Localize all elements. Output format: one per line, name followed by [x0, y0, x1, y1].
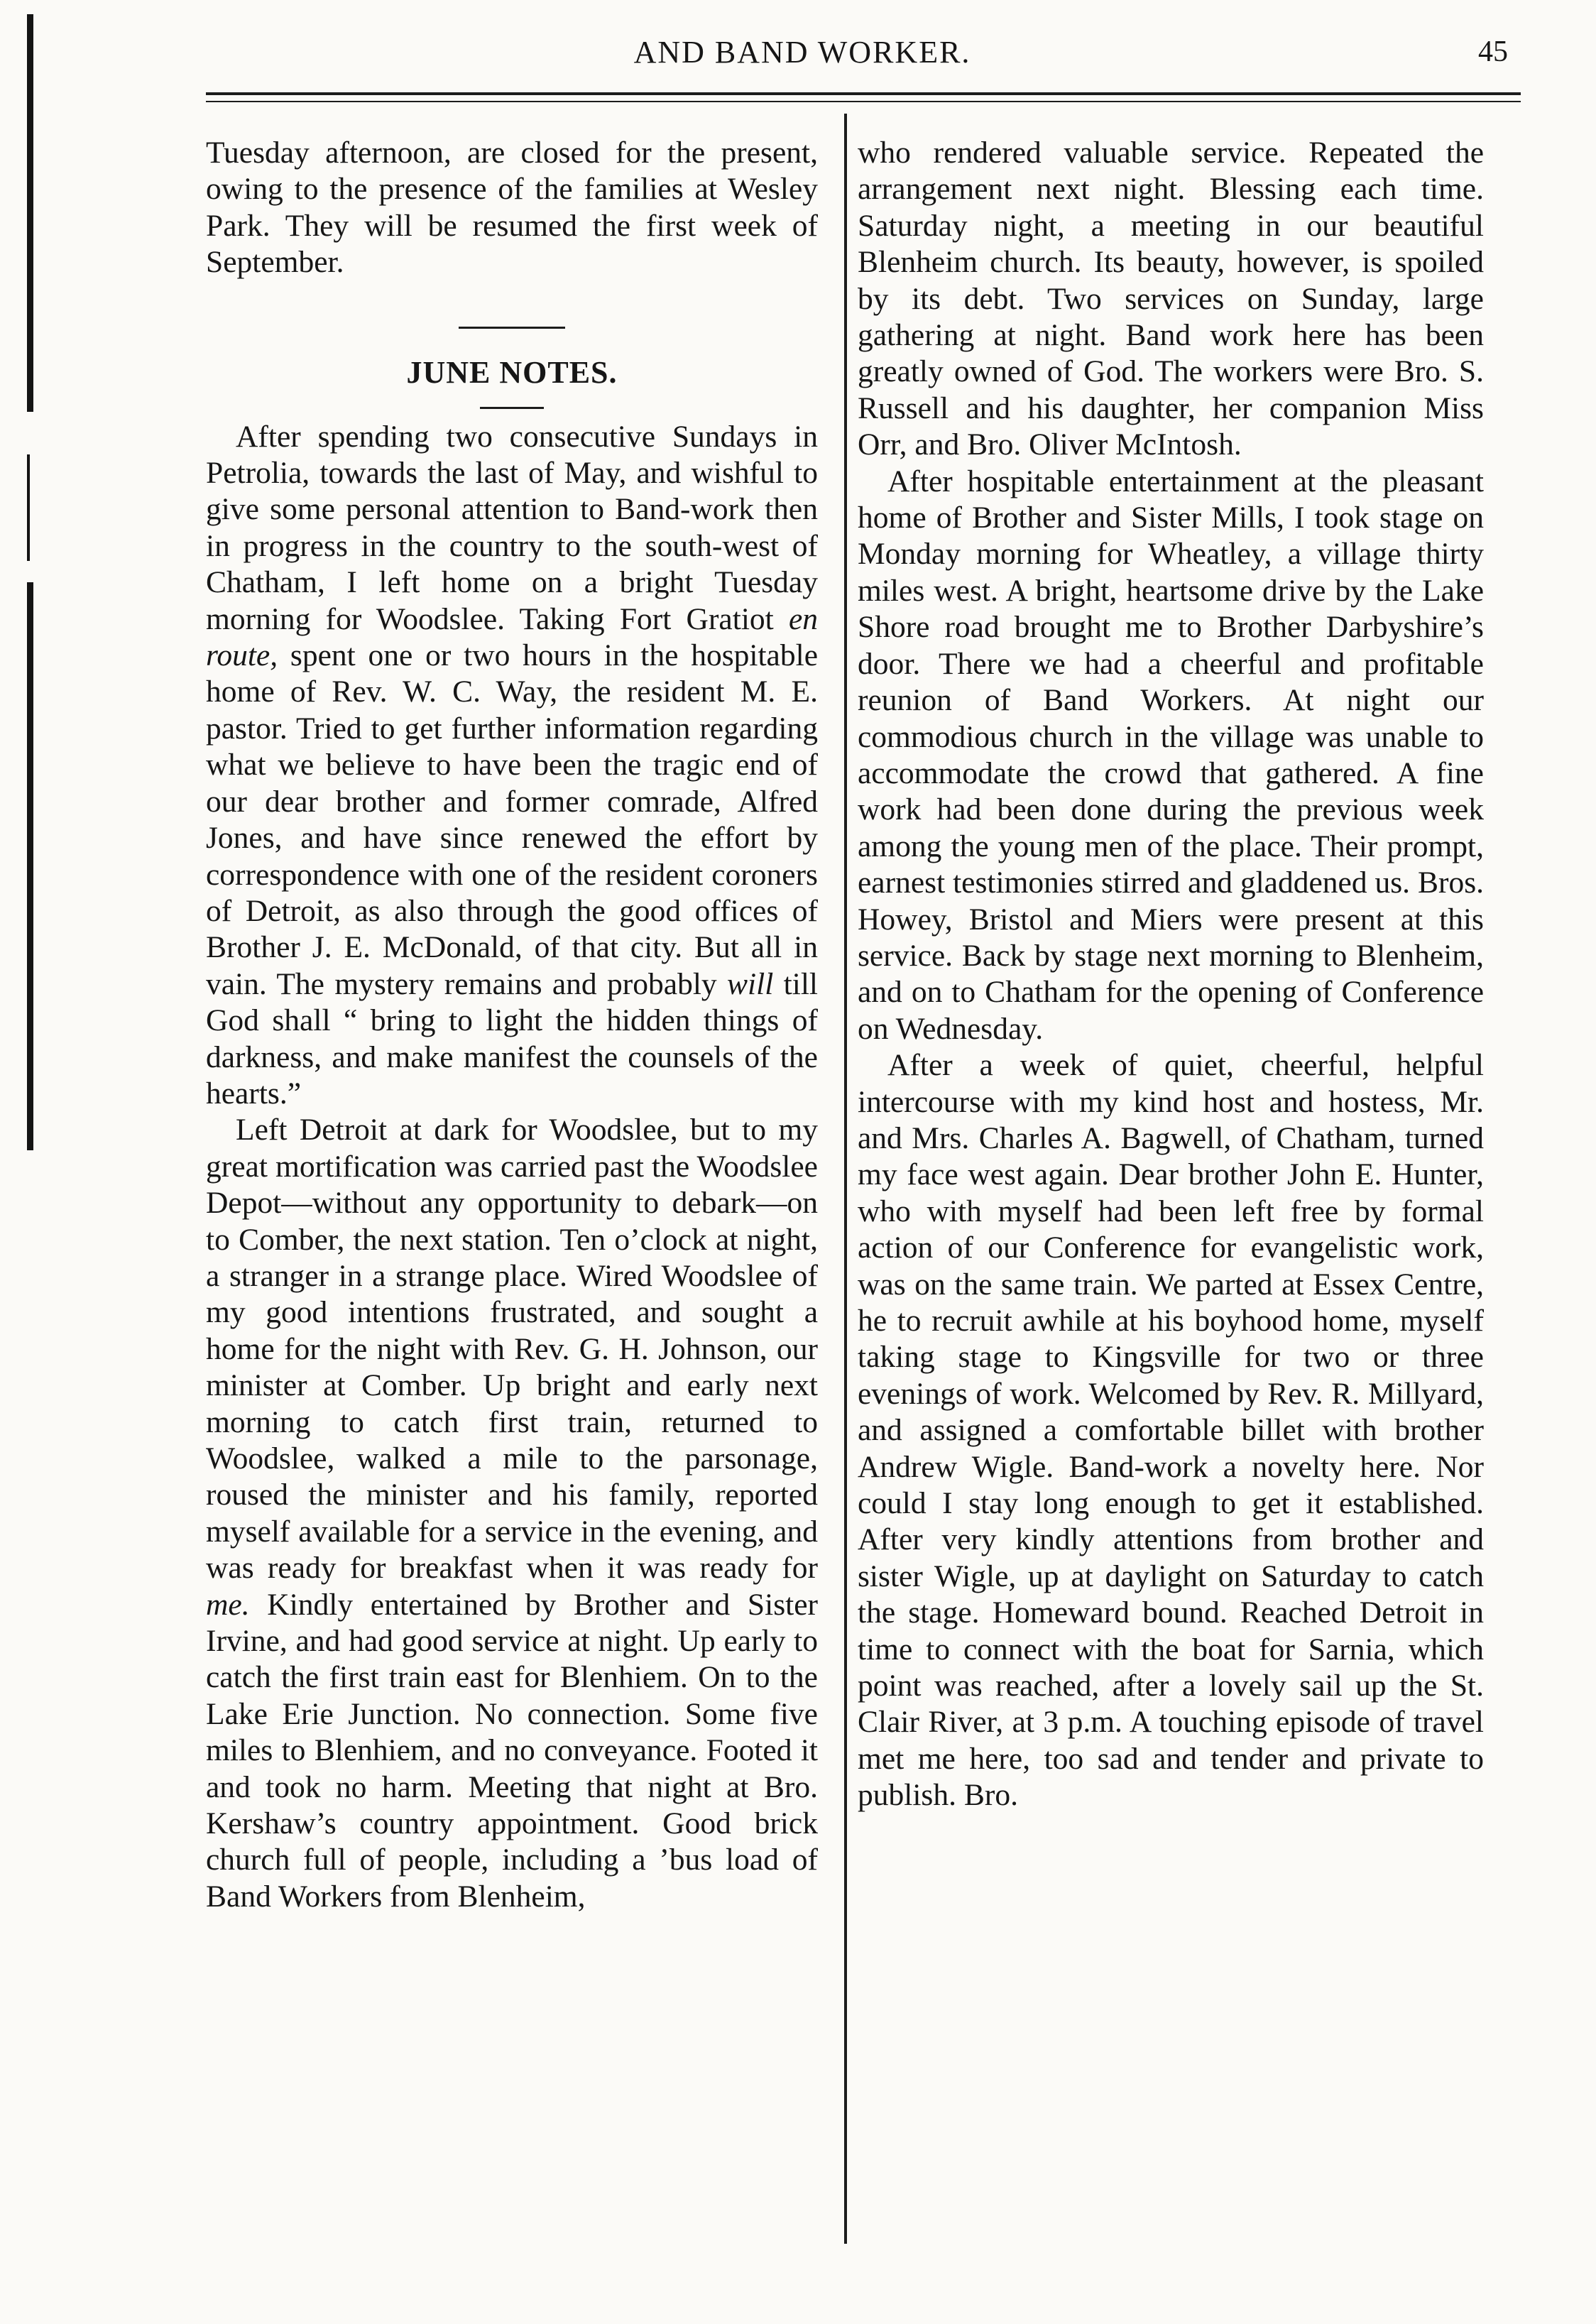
section-title: JUNE NOTES. [406, 354, 618, 390]
paragraph: After a week of quiet, cheerful, helpful intercourse with my kind host and hostess, Mr. and Mrs. Charles A. Bagwell, of Chatham, turned my face west again. Dear brother John E. Hunter, who with myself had been left free by formal action of our Conference for evangelistic work, was on the same train. We parted at Essex Centre, he to recruit awhile at his boyhood home, myself taking stage to Kingsville for two or three evenings of work. Welcomed by Rev. R. Millyard, and assigned a comfortable billet with brother Andrew Wigle. Band-work a novelty here. Nor could I stay long enough to get it established. After very kindly attentions from brother and sister Wigle, up at daylight on Saturday to catch the stage. Homeward bound. Reached Detroit in time to connect with the boat for Sarnia, which point was reached, after a lovely sail up the St. Clair River, at 3 p.m. A touching episode of travel met me here, too sad and tender and private to publish. Bro. [858, 1048, 1484, 1813]
column-divider [844, 114, 847, 2244]
paragraph: Tuesday afternoon, are closed for the present, owing to the presence of the families at Wesley Park. They will be resumed the first week of September. [206, 136, 818, 280]
section-break-rule [459, 327, 565, 329]
paragraph: who rendered valuable service. Repeated the arrangement next night. Blessing each time. Saturday night, a meeting in our beautiful Blenheim church. Its beauty, however, is spoiled by its debt. Two services on Sunday, large gathering at night. Band work here has been greatly owned of God. The workers were Bro. S. Russell and his daughter, her companion Miss Orr, and Bro. Oliver McIntosh. [858, 136, 1484, 462]
left-column [206, 135, 818, 1915]
binding-mark [27, 582, 33, 1150]
paragraph: After hospitable entertainment at the pleasant home of Brother and Sister Mills, I took stage on Monday morning for Wheatley, a village thirty miles west. A bright, heartsome drive by the Lake Shore road brought me to Brother Darbyshire’s door. There we had a cheerful and profitable reunion of Band Workers. At night our commodious church in the village was unable to accommodate the crowd that gathered. A fine work had been done during the previous week among the young men of the place. Their prompt, earnest testimonies stirred and gladdened us. Bros. Howey, Bristol and Miers were present at this service. Back by stage next morning to Blenheim, and on to Chatham for the opening of Conference on Wednesday. [858, 464, 1484, 1046]
running-title: AND BAND WORKER. [633, 35, 971, 70]
right-column [858, 135, 1484, 1814]
paragraph: After spending two consecutive Sundays in Petrolia, towards the last of May, and wishful to give some personal attention to Band-work then in progress in the country to the south-west of Chatham, I left home on a bright Tuesday morning for Woodslee. Taking Fort Gratiot en route, spent one or two hours in the hospitable home of Rev. W. C. Way, the resident M. E. pastor. Tried to get further information regarding what we believe to have been the tragic end of our dear brother and former comrade, Alfred Jones, and have since renewed the effort by correspondence with one of the resident coroners of Detroit, as also through the good offices of Brother J. E. McDonald, of that city. But all in vain. The mystery remains and probably will till God shall “ bring to light the hidden things of darkness, and make manifest the counsels of the hearts.” [206, 419, 819, 1111]
paragraph: Left Detroit at dark for Woodslee, but to my great mortification was carried past the Woodslee Depot—without any opportunity to debark—on to Comber, the next station. Ten o’clock at night, a stranger in a strange place. Wired Woodslee of my good intentions frustrated, and sought a home for the night with Rev. G. H. Johnson, our minister at Comber. Up bright and early next morning to catch first train, returned to Woodslee, walked a mile to the parsonage, roused the minister and his family, reported myself available for a service in the evening, and was ready for breakfast when it was ready for me. Kindly entertained by Brother and Sister Irvine, and had good service at night. Up early to catch the first train east for Blenhiem. On to the Lake Erie Junction. No connection. Some five miles to Blenhiem, and no conveyance. Footed it and took no harm. Meeting that night at Bro. Kershaw’s country appointment. Good brick church full of people, including a ’bus load of Band Workers from Blenheim, [206, 1113, 818, 1914]
title-underline-rule [480, 407, 544, 409]
binding-mark [27, 14, 33, 412]
header-rule-thin [206, 101, 1521, 102]
binding-mark [27, 454, 30, 561]
page-number: 45 [1478, 36, 1508, 68]
header-rule-thick [206, 92, 1521, 95]
